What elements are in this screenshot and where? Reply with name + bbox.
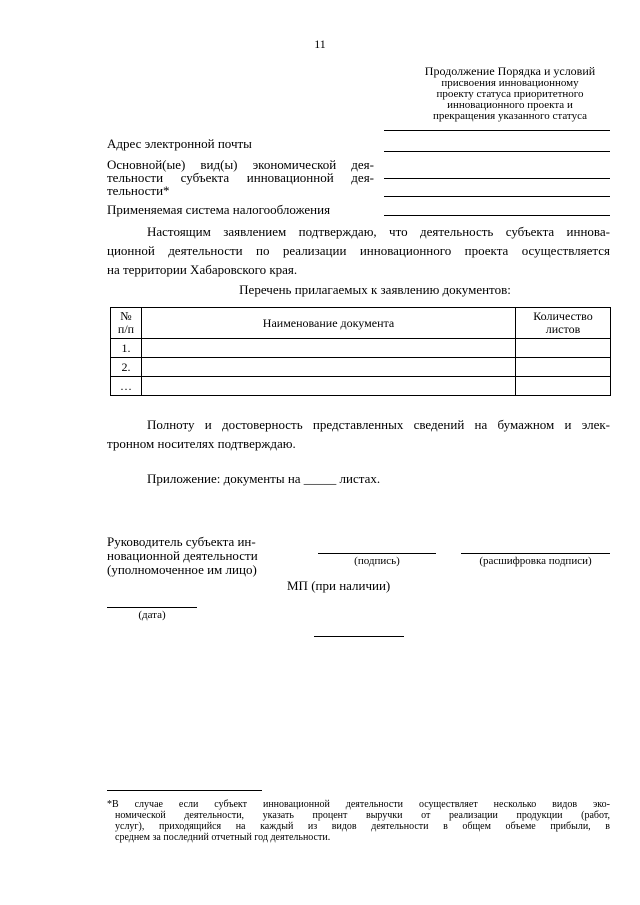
column-header-count bbox=[516, 308, 611, 339]
confirmation-line: Полноту и достоверность представленных сведений на бумажном и элек- bbox=[147, 417, 610, 432]
date-line[interactable] bbox=[107, 607, 197, 608]
activity-field-line[interactable] bbox=[384, 196, 610, 197]
activity-field-line[interactable] bbox=[384, 178, 610, 179]
row-count-cell[interactable] bbox=[516, 358, 611, 377]
header-note-line: присвоения инновационному bbox=[441, 77, 579, 89]
row-number: … bbox=[111, 377, 142, 396]
documents-table bbox=[110, 307, 611, 396]
column-header-number bbox=[111, 308, 142, 339]
activity-label bbox=[107, 158, 374, 197]
appendix-line: Приложение: документы на _____ листах. bbox=[147, 471, 381, 486]
activity-label-line: тельности субъекта инновационной дея- bbox=[107, 170, 374, 185]
column-header-number-line: п/п bbox=[117, 322, 135, 336]
tax-field-line[interactable] bbox=[384, 215, 610, 216]
table-header-row bbox=[111, 308, 611, 339]
row-name-cell[interactable] bbox=[142, 377, 516, 396]
table-row bbox=[111, 339, 611, 358]
signatory-role bbox=[107, 535, 297, 577]
signature-decoding-line[interactable] bbox=[461, 553, 610, 554]
declaration-line: на территории Хабаровского края. bbox=[107, 262, 298, 277]
footnote-line: услуг), приходящийся на каждый из видов деятельности в общем объеме прибыли, в bbox=[115, 821, 610, 832]
row-count-cell[interactable] bbox=[516, 377, 611, 396]
header-rule bbox=[384, 130, 610, 131]
activity-label-line: тельности* bbox=[107, 183, 170, 198]
footnote-line: номической деятельности, указать процент выручки от реализации продукции (работ, bbox=[115, 810, 610, 821]
email-label: Адрес электронной почты bbox=[107, 136, 252, 151]
footnote bbox=[107, 799, 610, 843]
footnote-line: *В случае если субъект инновационной деятельности осуществляет несколько видов эко- bbox=[107, 799, 610, 810]
row-number: 2. bbox=[111, 358, 142, 377]
signatory-role-line: Руководитель субъекта ин- bbox=[107, 534, 256, 549]
row-name-cell[interactable] bbox=[142, 339, 516, 358]
table-row bbox=[111, 358, 611, 377]
footnote-separator bbox=[107, 790, 262, 791]
header-note bbox=[390, 65, 630, 122]
declaration-paragraph bbox=[107, 222, 610, 279]
signature-line[interactable] bbox=[318, 553, 436, 554]
signatory-role-line: новационной деятельности bbox=[107, 548, 258, 563]
column-header-name: Наименование документа bbox=[142, 308, 516, 339]
row-name-cell[interactable] bbox=[142, 358, 516, 377]
extra-line bbox=[314, 636, 404, 637]
row-count-cell[interactable] bbox=[516, 339, 611, 358]
row-number: 1. bbox=[111, 339, 142, 358]
table-row bbox=[111, 377, 611, 396]
tax-label: Применяемая система налогообложения bbox=[107, 202, 331, 217]
header-note-line: прекращения указанного статуса bbox=[433, 110, 587, 122]
signatory-role-line: (уполномоченное им лицо) bbox=[107, 562, 257, 577]
page-number: 11 bbox=[314, 37, 326, 51]
table-caption: Перечень прилагаемых к заявлению документов: bbox=[239, 282, 511, 297]
header-note-line: проекту статуса приоритетного bbox=[436, 88, 584, 100]
column-header-number-line: № bbox=[120, 309, 132, 323]
column-header-count-line: Количество bbox=[533, 309, 593, 323]
email-field-line[interactable] bbox=[384, 151, 610, 152]
header-note-line: Продолжение Порядка и условий bbox=[424, 64, 596, 78]
activity-label-line: Основной(ые) вид(ы) экономической дея- bbox=[107, 157, 374, 172]
footnote-line: среднем за последний отчетный год деятельности. bbox=[115, 832, 331, 843]
decoding-caption: (расшифровка подписи) bbox=[479, 555, 592, 567]
declaration-line: Настоящим заявлением подтверждаю, что деятельность субъекта иннова- bbox=[147, 224, 610, 239]
header-note-line: инновационного проекта и bbox=[447, 99, 573, 111]
stamp-label: МП (при наличии) bbox=[287, 578, 391, 593]
confirmation-line: тронном носителях подтверждаю. bbox=[107, 436, 296, 451]
date-caption: (дата) bbox=[138, 609, 166, 621]
column-header-count-line: листов bbox=[545, 322, 581, 336]
confirmation-paragraph bbox=[107, 415, 610, 453]
declaration-line: ционной деятельности по реализации инновационного проекта осуществляется bbox=[107, 243, 610, 258]
signature-caption: (подпись) bbox=[354, 555, 400, 567]
